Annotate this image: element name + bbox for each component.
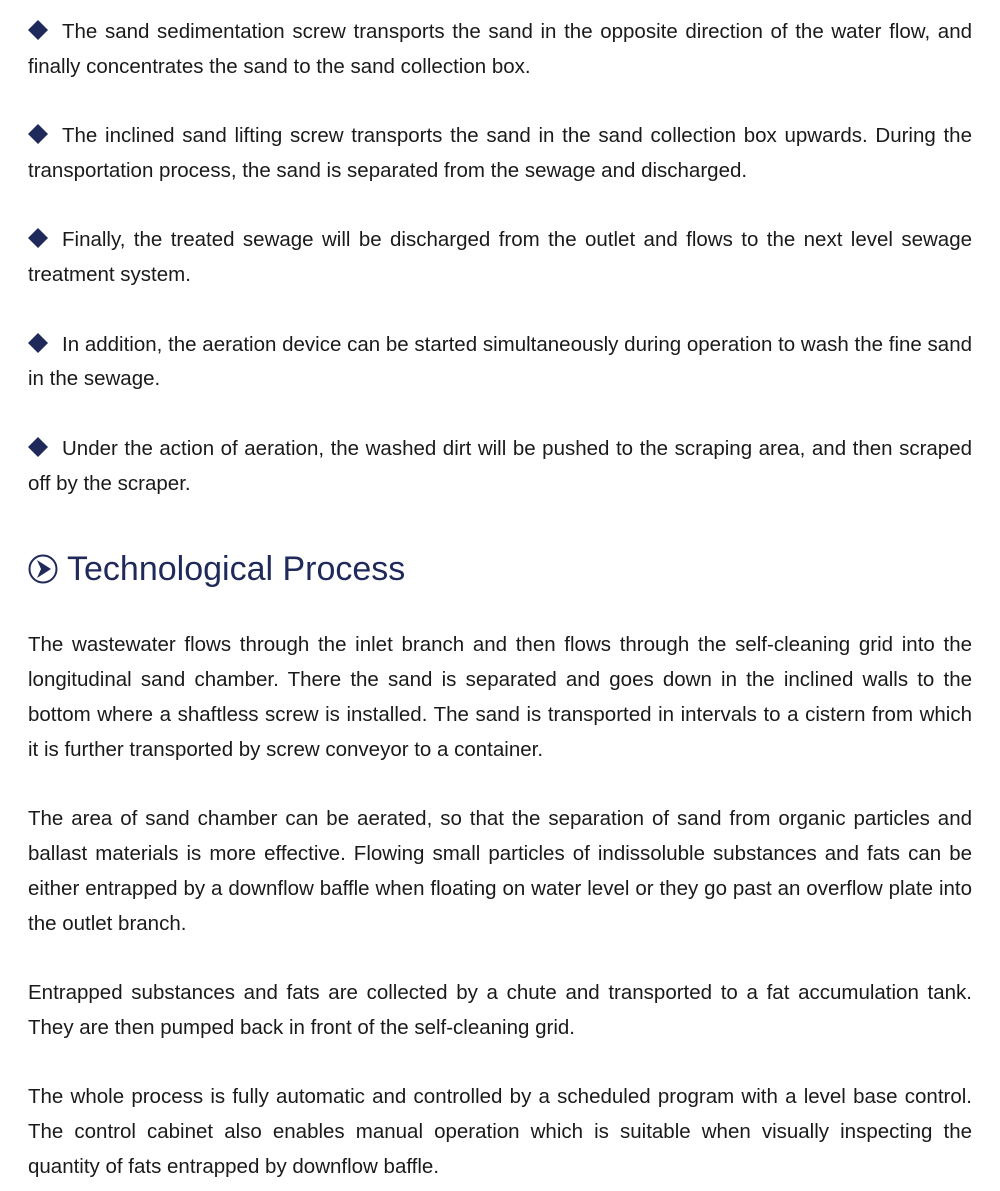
paragraph: The wastewater flows through the inlet branch and then flows through the self-cleaning grid into the longitudinal sand chamber. There the sand is separated and goes down in the inclined walls to the bottom where a shaftless screw is installed. The sand is transported in intervals to a cistern from which it is further transported by screw conveyor to a container.: [28, 633, 972, 761]
feature-bullet-list: [28, 0, 972, 501]
bullet-text: In addition, the aeration device can be started simultaneously during operation to wash the fine sand in the sewage.: [28, 332, 972, 391]
circled-arrow-icon: [28, 554, 58, 584]
diamond-bullet-icon: [28, 333, 48, 353]
bullet-item: [28, 15, 972, 85]
bullet-text: The inclined sand lifting screw transports the sand in the sand collection box upwards. During the transportation process, the sand is separated from the sewage and discharged.: [28, 124, 972, 182]
section-heading: [28, 547, 972, 591]
bullet-item: [28, 119, 972, 189]
paragraph: The whole process is fully automatic and controlled by a scheduled program with a level base control. The control cabinet also enables manual operation which is suitable when visually inspecting the quantity of fats entrapped by downflow baffle.: [28, 1085, 972, 1178]
diamond-bullet-icon: [28, 437, 48, 457]
diamond-bullet-icon: [28, 124, 48, 144]
section-title: Technological Process: [67, 550, 406, 589]
bullet-text: Under the action of aeration, the washed dirt will be pushed to the scraping area, and then scraped off by the scraper.: [28, 436, 972, 495]
diamond-bullet-icon: [28, 20, 48, 40]
bullet-text: Finally, the treated sewage will be discharged from the outlet and flows to the next level sewage treatment system.: [28, 228, 972, 287]
paragraph: The area of sand chamber can be aerated, so that the separation of sand from organic particles and ballast materials is more effective. Flowing small particles of indissoluble substances and fats can be either entrapped by a downflow baffle when floating on water level or they go past an overflow plate into the outlet branch.: [28, 807, 972, 935]
bullet-item: [28, 223, 972, 293]
process-description: [28, 628, 972, 1184]
diamond-bullet-icon: [28, 228, 48, 248]
bullet-item: [28, 328, 972, 398]
bullet-text: The sand sedimentation screw transports the sand in the opposite direction of the water flow, and finally concentrates the sand to the sand collection box.: [28, 20, 972, 78]
bullet-item: [28, 432, 972, 502]
paragraph: Entrapped substances and fats are collected by a chute and transported to a fat accumulation tank. They are then pumped back in front of the self-cleaning grid.: [28, 980, 972, 1039]
